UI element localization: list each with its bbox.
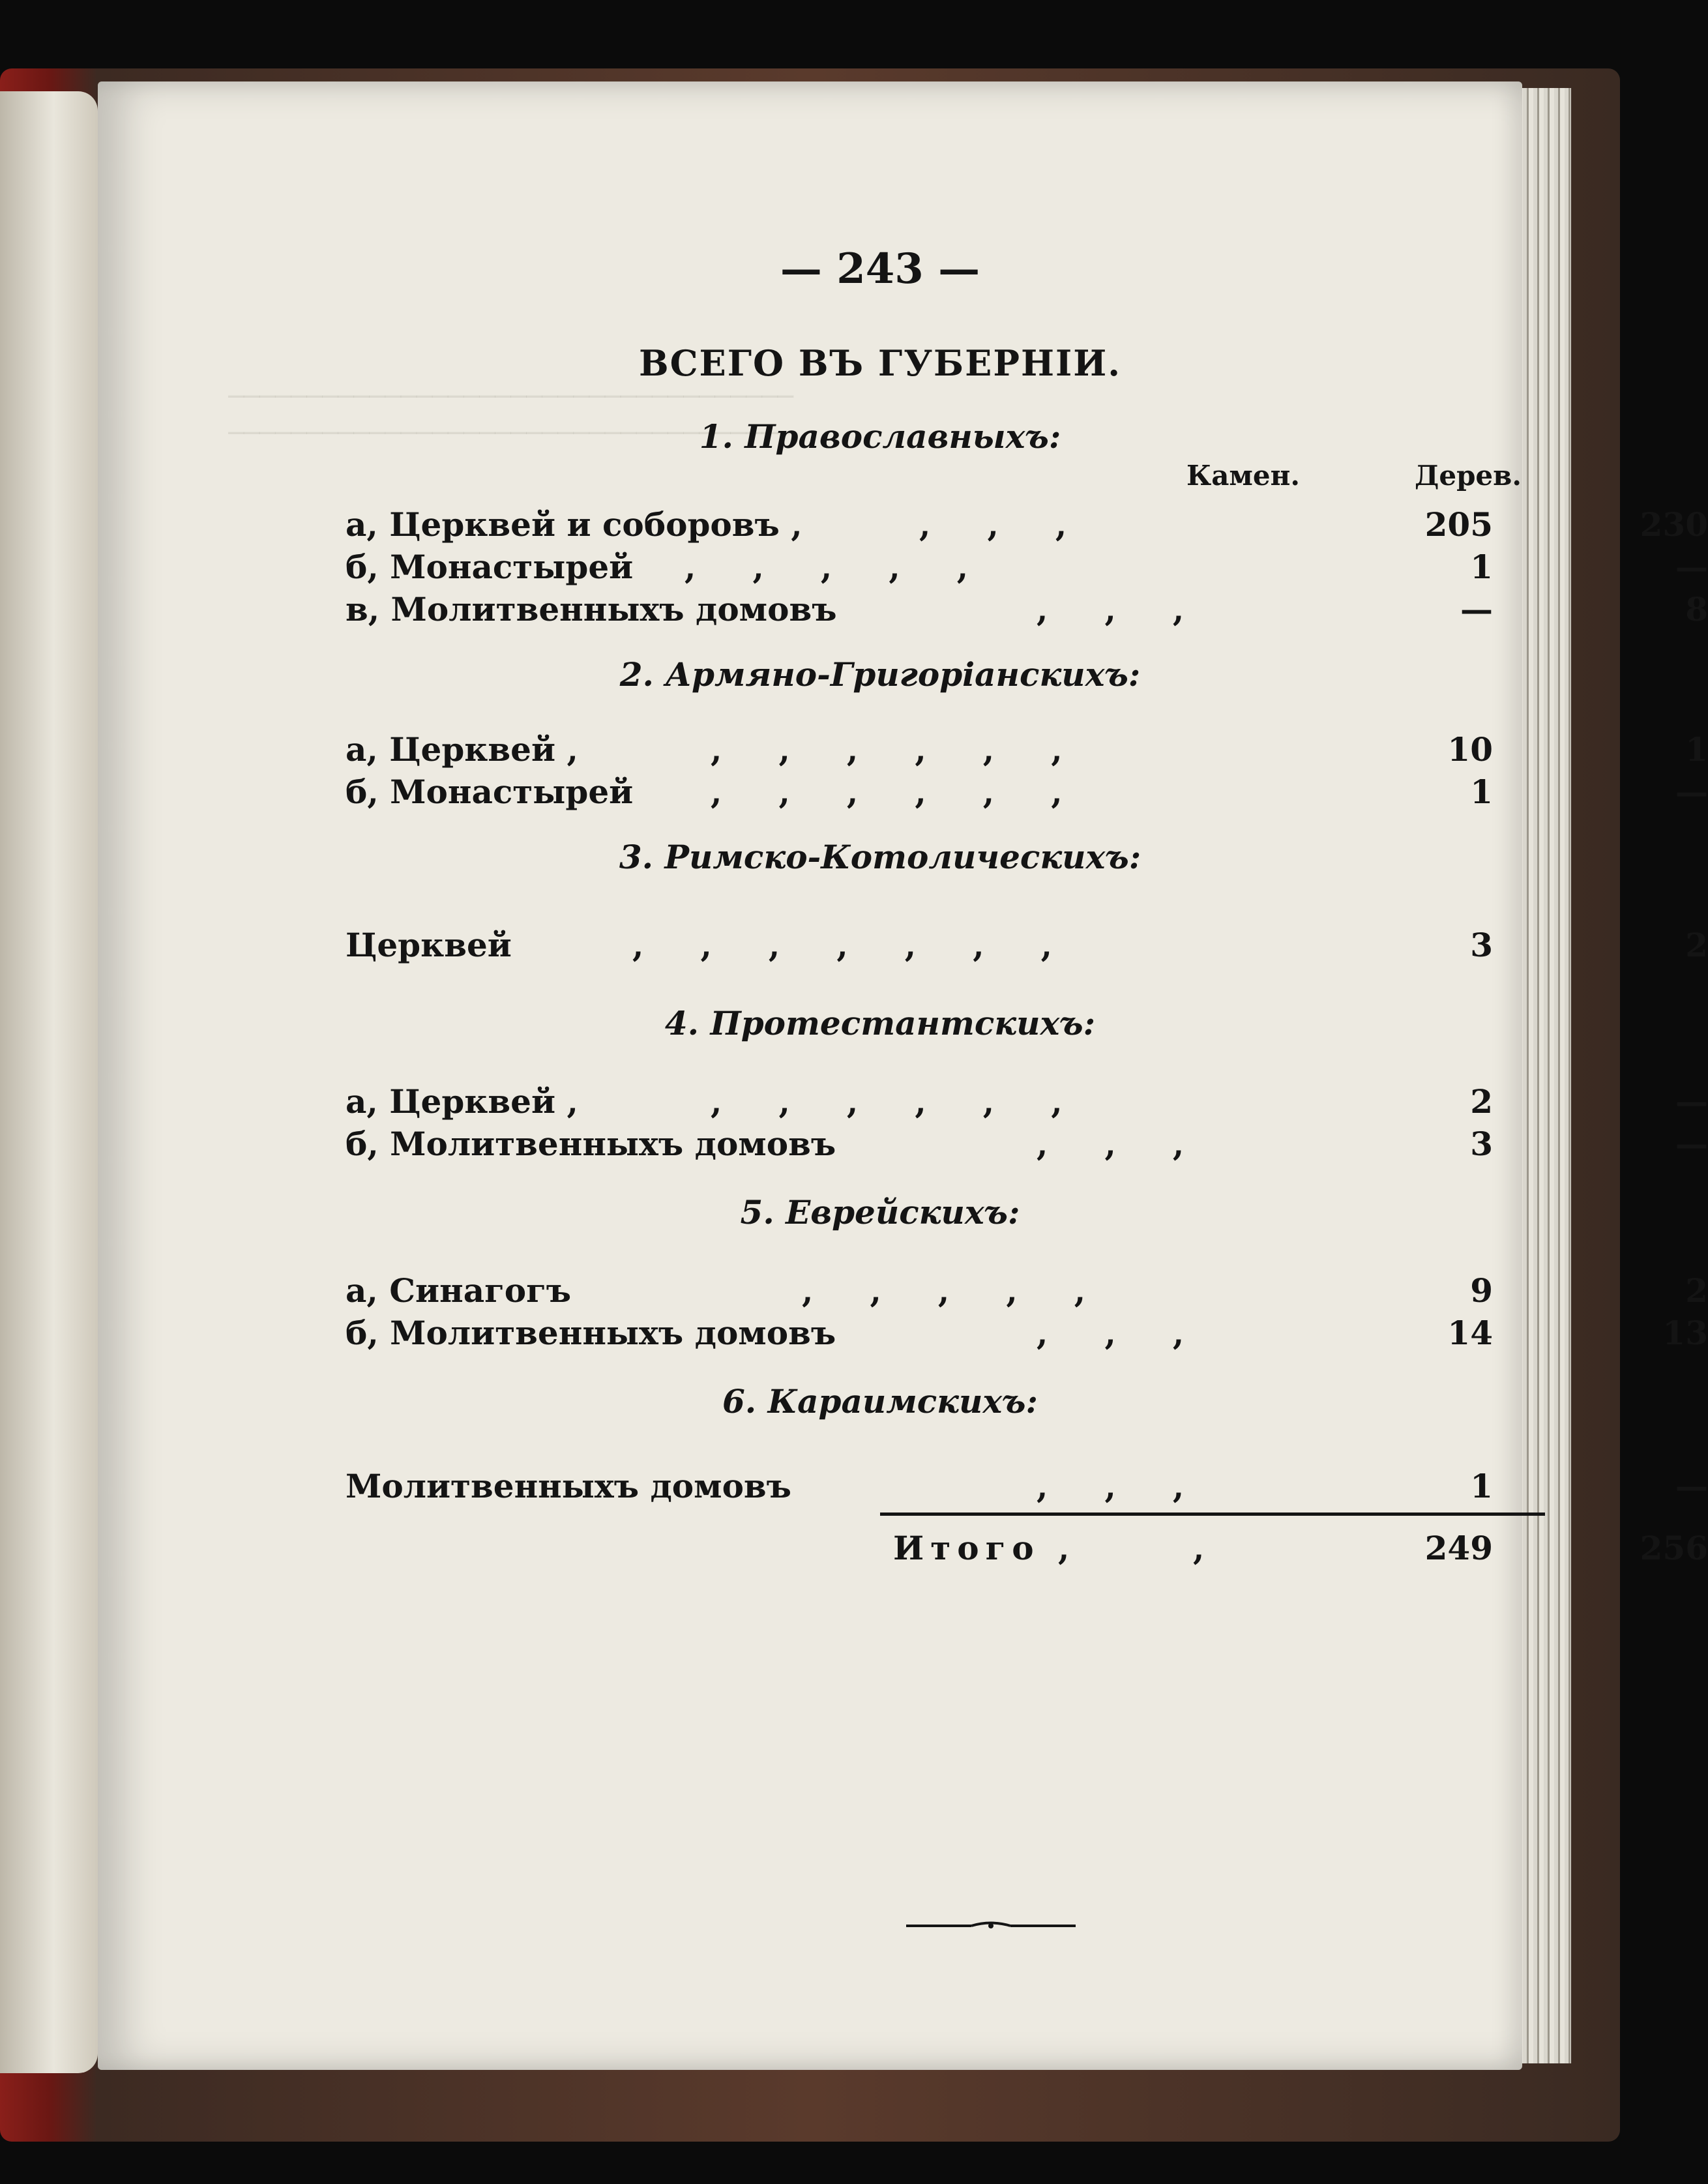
row-label: а, Церквей и соборовъ ,	[346, 505, 802, 544]
row-label: б, Монастырей	[346, 548, 634, 586]
row-dots: , , , , , ,	[711, 1082, 1063, 1121]
row-label: а, Синагогъ	[346, 1271, 572, 1310]
total-row	[346, 1529, 1708, 1571]
book-page	[98, 81, 1708, 2070]
wood-value: 8	[1685, 590, 1708, 628]
stone-value: —	[1460, 590, 1493, 628]
page-number: — 243 —	[780, 244, 980, 293]
row-label: а, Церквей ,	[346, 730, 578, 769]
left-page-edge	[0, 91, 98, 2073]
total-wood-value: 256	[1640, 1529, 1708, 1567]
stone-value: 10	[1447, 730, 1493, 769]
row-label: Церквей	[346, 926, 512, 964]
section-heading-protestant: 4. Протестантскихъ:	[664, 1004, 1096, 1042]
row-label: б, Молитвенныхъ домовъ	[346, 1125, 836, 1163]
wood-value: 230	[1640, 505, 1708, 544]
table-row	[346, 590, 1708, 632]
stone-value: 3	[1470, 1125, 1493, 1163]
row-label: б, Монастырей	[346, 773, 634, 811]
row-label: а, Церквей ,	[346, 1082, 578, 1121]
row-label: в, Молитвенныхъ домовъ	[346, 590, 837, 628]
wood-value: —	[1675, 773, 1708, 811]
stone-value: 1	[1470, 773, 1493, 811]
stone-value: 205	[1424, 505, 1493, 544]
column-header-stone: Камен.	[1186, 460, 1300, 492]
row-dots: , , ,	[1037, 1314, 1185, 1352]
table-row	[346, 548, 1708, 589]
total-dots: ,	[1193, 1529, 1205, 1567]
table-row	[346, 1271, 1708, 1313]
section-heading-armenian: 2. Армяно-Григоріанскихъ:	[619, 655, 1141, 694]
table-row	[346, 1082, 1708, 1124]
stone-value: 2	[1470, 1082, 1493, 1121]
table-row	[346, 1467, 1708, 1509]
wood-value: 2	[1685, 926, 1708, 964]
row-dots: , , ,	[1037, 1125, 1185, 1163]
total-label: Итого ,	[893, 1529, 1076, 1567]
row-dots: , , , , , , ,	[632, 926, 1053, 964]
section-heading-jewish: 5. Еврейскихъ:	[740, 1193, 1020, 1232]
section-heading-orthodox: 1. Православныхъ:	[699, 417, 1061, 456]
stone-value: 14	[1447, 1314, 1493, 1352]
wood-value: —	[1675, 1125, 1708, 1163]
row-label: Молитвенныхъ домовъ	[346, 1467, 792, 1505]
section-heading-karaite: 6. Караимскихъ:	[722, 1382, 1038, 1421]
page-title: ВСЕГО ВЪ ГУБЕРНІИ.	[638, 342, 1122, 384]
wood-value: 2	[1685, 1271, 1708, 1310]
column-header-wood: Дерев.	[1415, 460, 1522, 492]
bleed-through-text: ──────────────────────────────────── ────────────────────────────────────	[228, 382, 793, 449]
stone-value: 3	[1470, 926, 1493, 964]
wood-value: —	[1675, 1082, 1708, 1121]
wood-value: 13	[1662, 1314, 1708, 1352]
row-dots: , , , , , ,	[711, 730, 1063, 769]
table-row	[346, 1314, 1708, 1355]
wood-value: —	[1675, 1467, 1708, 1505]
stone-value: 1	[1470, 1467, 1493, 1505]
total-rule	[880, 1513, 1545, 1516]
row-dots: , , ,	[1037, 590, 1185, 628]
table-row	[346, 730, 1708, 772]
table-row	[346, 773, 1708, 814]
row-dots: , , ,	[919, 505, 1067, 544]
table-row	[346, 505, 1708, 547]
table-row	[346, 926, 1708, 967]
stone-value: 9	[1470, 1271, 1493, 1310]
section-heading-catholic: 3. Римско-Котолическихъ:	[619, 838, 1141, 876]
row-label: б, Молитвенныхъ домовъ	[346, 1314, 836, 1352]
wood-value: —	[1675, 548, 1708, 586]
row-dots: , , , , , ,	[711, 773, 1063, 811]
total-stone-value: 249	[1424, 1529, 1493, 1567]
wood-value: 1	[1685, 730, 1708, 769]
row-dots: , , , , ,	[685, 548, 969, 586]
row-dots: , , , , ,	[802, 1271, 1086, 1310]
row-dots: , , ,	[1037, 1467, 1185, 1505]
ornament-flourish	[906, 1920, 1076, 1932]
table-row	[346, 1125, 1708, 1166]
stone-value: 1	[1470, 548, 1493, 586]
